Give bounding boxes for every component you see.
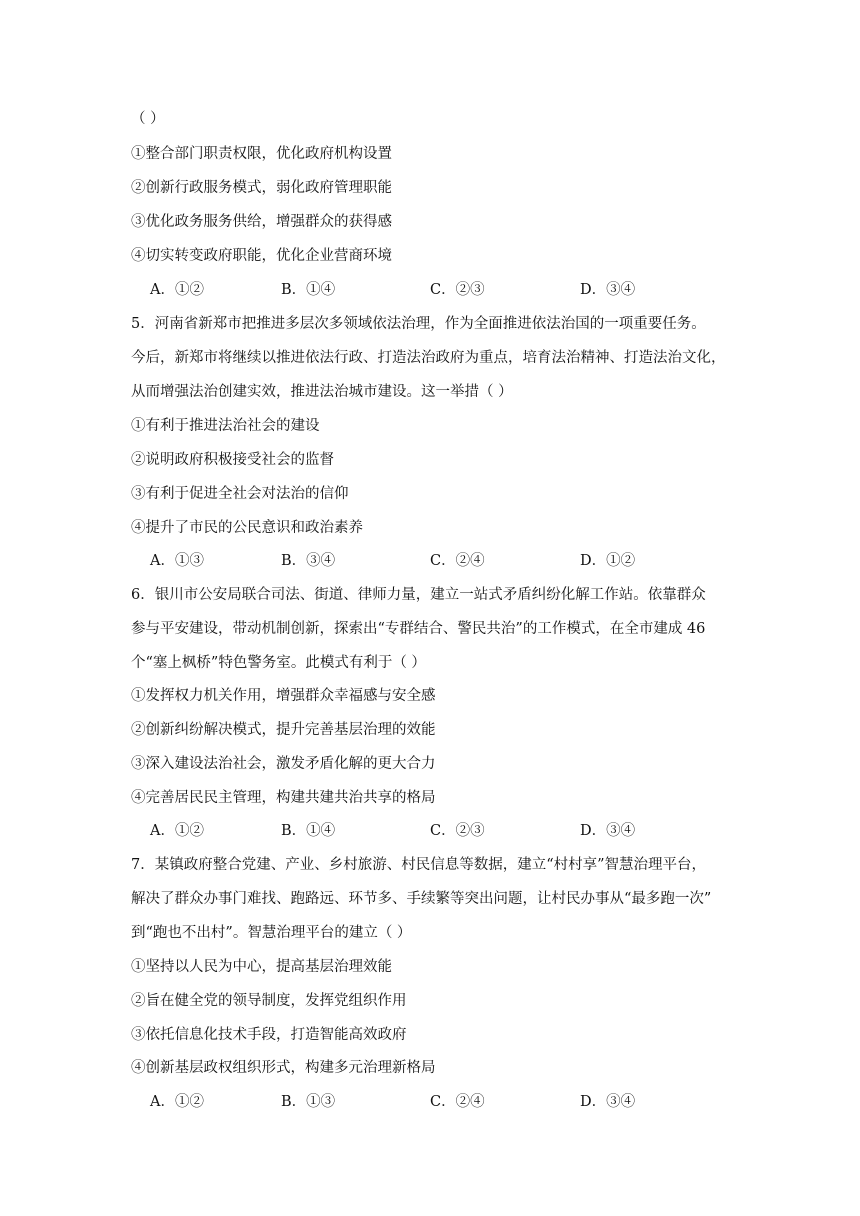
q5-stem-line-2: 今后，新郑市将继续以推进依法行政、打造法治政府为重点，培育法治精神、打造法治文化， (131, 350, 726, 366)
q6-option-a[interactable]: A．①② (150, 823, 204, 839)
q4-item-2: ②创新行政服务模式，弱化政府管理职能 (131, 180, 392, 196)
q7-stem-line-2: 解决了群众办事门难找、跑路远、环节多、手续繁等突出问题，让村民办事从“最多跑一次” (131, 891, 712, 907)
q5-stem-line-1: 5．河南省新郑市把推进多层次多领域依法治理，作为全面推进依法治国的一项重要任务。 (131, 316, 706, 332)
q7-option-d[interactable]: D．③④ (580, 1094, 636, 1110)
q5-item-2: ②说明政府积极接受社会的监督 (131, 452, 334, 468)
q7-stem-line-1: 7．某镇政府整合党建、产业、乡村旅游、村民信息等数据，建立“村村享”智慧治理平台， (131, 857, 707, 873)
q4-item-3: ③优化政务服务供给，增强群众的获得感 (131, 214, 392, 230)
q5-option-b[interactable]: B．③④ (281, 553, 336, 569)
q7-option-b[interactable]: B．①③ (281, 1094, 336, 1110)
q5-stem-line-3: 从而增强法治创建实效，推进法治城市建设。这一举措（ ） (131, 384, 513, 400)
q4-item-4: ④切实转变政府职能，优化企业营商环境 (131, 248, 392, 264)
q6-option-b[interactable]: B．①④ (281, 823, 336, 839)
q7-item-3: ③依托信息化技术手段，打造智能高效政府 (131, 1027, 407, 1043)
q6-stem-line-2: 参与平安建设，带动机制创新，探索出“专群结合、警民共治”的工作模式，在全市建成 46 (131, 621, 706, 637)
q5-item-3: ③有利于促进全社会对法治的信仰 (131, 486, 349, 502)
q6-item-4: ④完善居民民主管理，构建共建共治共享的格局 (131, 790, 436, 806)
q5-option-a[interactable]: A．①③ (150, 553, 204, 569)
q7-option-a[interactable]: A．①② (150, 1094, 204, 1110)
q6-stem-line-3: 个“塞上枫桥”特色警务室。此模式有利于（ ） (131, 655, 426, 671)
q5-option-d[interactable]: D．①② (580, 553, 636, 569)
q4-option-d[interactable]: D．③④ (580, 282, 636, 298)
q4-option-b[interactable]: B．①④ (281, 282, 336, 298)
q4-option-a[interactable]: A．①② (150, 282, 204, 298)
q5-item-4: ④提升了市民的公民意识和政治素养 (131, 520, 363, 536)
q7-item-4: ④创新基层政权组织形式，构建多元治理新格局 (131, 1060, 436, 1076)
q4-item-1: ①整合部门职责权限，优化政府机构设置 (131, 146, 392, 162)
q6-item-1: ①发挥权力机关作用，增强群众幸福感与安全感 (131, 688, 436, 704)
q6-item-3: ③深入建设法治社会，激发矛盾化解的更大合力 (131, 756, 436, 772)
q6-option-d[interactable]: D．③④ (580, 823, 636, 839)
q6-item-2: ②创新纠纷解决模式，提升完善基层治理的效能 (131, 722, 436, 738)
q6-stem-line-1: 6．银川市公安局联合司法、街道、律师力量，建立一站式矛盾纠纷化解工作站。依靠群众 (131, 587, 706, 603)
q7-item-1: ①坚持以人民为中心，提高基层治理效能 (131, 959, 392, 975)
q7-option-c[interactable]: C．②④ (430, 1094, 485, 1110)
q7-item-2: ②旨在健全党的领导制度，发挥党组织作用 (131, 993, 407, 1009)
q6-option-c[interactable]: C．②③ (430, 823, 485, 839)
q4-answer-paren: （ ） (131, 111, 165, 127)
q7-stem-line-3: 到“跑也不出村”。智慧治理平台的建立（ ） (131, 925, 412, 941)
q4-option-c[interactable]: C．②③ (430, 282, 485, 298)
q5-item-1: ①有利于推进法治社会的建设 (131, 418, 320, 434)
q5-option-c[interactable]: C．②④ (430, 553, 485, 569)
